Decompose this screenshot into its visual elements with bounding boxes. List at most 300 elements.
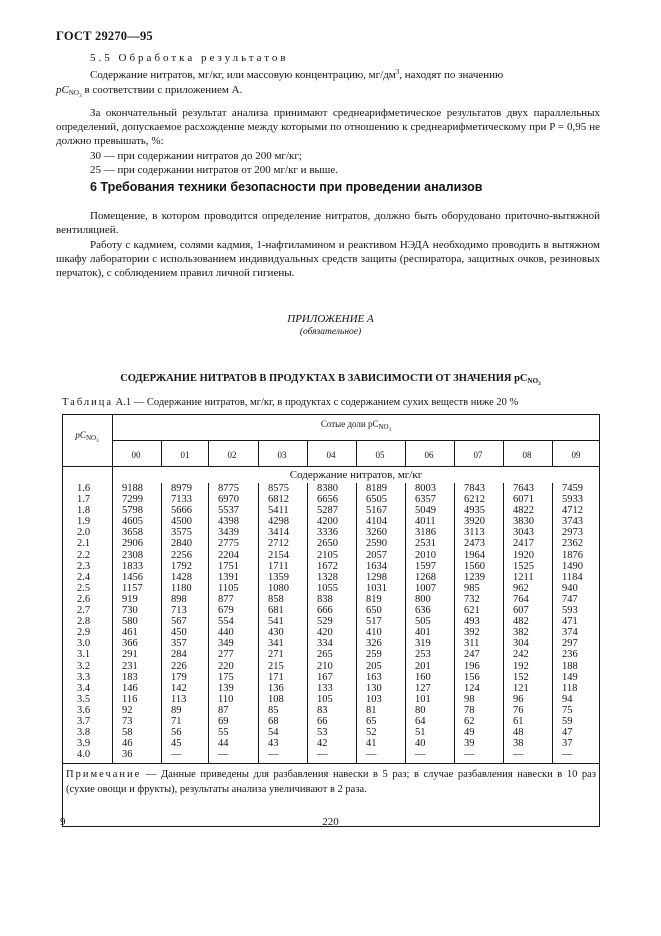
- table-cell: 87: [218, 704, 229, 716]
- table-cell: 6812: [268, 494, 289, 506]
- table-cell: 392: [464, 627, 480, 639]
- table-cell: 64: [415, 715, 426, 727]
- table-cell: 4104: [366, 516, 387, 528]
- table-caption: Таблица А.1 — Содержание нитратов, мг/кг, в продуктах с содержанием сухих веществ ниже 20 %: [62, 397, 519, 408]
- table-cell: 297: [562, 638, 578, 650]
- ph-value: 3.6: [77, 704, 91, 716]
- table-cell: 2105: [317, 549, 338, 561]
- table-cell: 167: [317, 671, 333, 683]
- table-cell: 4822: [513, 505, 534, 517]
- table-cell: 3920: [464, 516, 485, 528]
- column-rule: [552, 483, 553, 763]
- section-5-5-p3: 30 — при содержании нитратов до 200 мг/кг;: [90, 149, 302, 162]
- ph-value: 3.4: [77, 682, 91, 694]
- column-values-00: [122, 483, 143, 760]
- column-values-05: [366, 483, 387, 760]
- table-cell: 1180: [171, 582, 192, 594]
- table-cell: 2010: [415, 549, 436, 561]
- table-cell: 3113: [464, 527, 485, 539]
- table-cell: 1328: [317, 571, 338, 583]
- section-6-p1: Помещение, в котором проводится определение нитратов, должно быть оборудовано приточно-вытяжной вентиляцией.: [56, 210, 600, 237]
- table-cell: 5537: [218, 505, 239, 517]
- table-rule: [62, 763, 600, 764]
- table-cell: 188: [562, 660, 578, 672]
- table-heading: СОДЕРЖАНИЕ НИТРАТОВ В ПРОДУКТАХ В ЗАВИСИМОСТИ ОТ ЗНАЧЕНИЯ $pC_{NO3}$: [120, 373, 541, 387]
- table-cell: 85: [268, 704, 279, 716]
- table-cell: 38: [513, 738, 524, 750]
- table-cell: 1456: [122, 571, 143, 583]
- table-cell: —: [268, 749, 279, 761]
- section-6-heading: 6 Требования техники безопасности при проведении анализов: [90, 180, 483, 194]
- table-cell: 113: [171, 693, 187, 705]
- table-cell: 183: [122, 671, 138, 683]
- table-cell: 124: [464, 682, 480, 694]
- table-cell: 732: [464, 593, 480, 605]
- table-cell: 196: [464, 660, 480, 672]
- table-cell: 6212: [464, 494, 485, 506]
- column-values-06: [415, 483, 436, 760]
- ph-value: 2.1: [77, 538, 91, 550]
- table-cell: 450: [171, 627, 187, 639]
- table-cell: 2650: [317, 538, 338, 550]
- table-cell: 1751: [218, 560, 239, 572]
- table-cell: 215: [268, 660, 284, 672]
- table-cell: 529: [317, 616, 333, 628]
- table-cell: 4398: [218, 516, 239, 528]
- table-cell: 3336: [317, 527, 338, 539]
- table-cell: —: [415, 749, 426, 761]
- table-cell: 3260: [366, 527, 387, 539]
- column-header-05: 05: [375, 450, 385, 460]
- ph-values-column: [77, 483, 90, 760]
- table-cell: 110: [218, 693, 234, 705]
- table-cell: 800: [415, 593, 431, 605]
- table-cell: 681: [268, 605, 284, 617]
- table-cell: 985: [464, 582, 480, 594]
- ph-value: 2.4: [77, 571, 91, 583]
- table-cell: 2473: [464, 538, 485, 550]
- table-cell: 83: [317, 704, 328, 716]
- table-cell: 304: [513, 638, 529, 650]
- ph-value: 2.5: [77, 582, 91, 594]
- table-cell: 62: [464, 715, 475, 727]
- table-cell: 819: [366, 593, 382, 605]
- table-cell: 54: [268, 727, 279, 739]
- table-cell: —: [562, 749, 573, 761]
- table-rule: [62, 466, 600, 467]
- table-cell: 1184: [562, 571, 583, 583]
- table-cell: 919: [122, 593, 138, 605]
- column-header-06: 06: [424, 450, 434, 460]
- ph-value: 4.0: [77, 749, 91, 761]
- table-cell: 2775: [218, 538, 239, 550]
- table-cell: 101: [415, 693, 431, 705]
- table-cell: 171: [268, 671, 284, 683]
- table-cell: 4500: [171, 516, 192, 528]
- table-cell: 103: [366, 693, 382, 705]
- table-cell: 98: [464, 693, 475, 705]
- table-cell: 36: [122, 749, 133, 761]
- table-cell: 1268: [415, 571, 436, 583]
- table-cell: 118: [562, 682, 578, 694]
- table-cell: 541: [268, 616, 284, 628]
- table-cell: 1007: [415, 582, 436, 594]
- table-cell: 1490: [562, 560, 583, 572]
- table-cell: 5167: [366, 505, 387, 517]
- table-cell: 1211: [513, 571, 534, 583]
- table-cell: 7133: [171, 494, 192, 506]
- table-cell: 51: [415, 727, 426, 739]
- table-cell: 8979: [171, 483, 192, 494]
- table-cell: 3658: [122, 527, 143, 539]
- page-number-center: 220: [322, 816, 339, 828]
- column-rule: [161, 483, 162, 763]
- table-cell: 55: [218, 727, 229, 739]
- ph-value: 2.7: [77, 605, 91, 617]
- column-values-02: [218, 483, 239, 760]
- table-cell: 56: [171, 727, 182, 739]
- table-cell: 37: [562, 738, 573, 750]
- table-cell: 133: [317, 682, 333, 694]
- table-cell: 8003: [415, 483, 436, 494]
- section-5-5-title: 5.5 Обработка результатов: [90, 52, 289, 64]
- table-cell: 1031: [366, 582, 387, 594]
- table-cell: 7459: [562, 483, 583, 494]
- table-cell: 5287: [317, 505, 338, 517]
- column-header-02: 02: [227, 450, 237, 460]
- ph-value: 3.7: [77, 715, 91, 727]
- table-cell: 6071: [513, 494, 534, 506]
- table-cell: 1298: [366, 571, 387, 583]
- table-cell: 205: [366, 660, 382, 672]
- column-values-04: [317, 483, 338, 760]
- ph-value: 2.9: [77, 627, 91, 639]
- column-header-01: 01: [180, 450, 190, 460]
- table-cell: 2973: [562, 527, 583, 539]
- table-cell: 45: [171, 738, 182, 750]
- table-cell: 1876: [562, 549, 583, 561]
- table-cell: 4298: [268, 516, 289, 528]
- table-cell: 5411: [268, 505, 289, 517]
- table-cell: 1055: [317, 582, 338, 594]
- ph-value: 2.8: [77, 616, 91, 628]
- ph-value: 1.7: [77, 494, 91, 506]
- table-cell: 2204: [218, 549, 239, 561]
- table-cell: 271: [268, 649, 284, 661]
- table-cell: 4605: [122, 516, 143, 528]
- table-cell: 78: [464, 704, 475, 716]
- table-cell: 461: [122, 627, 138, 639]
- table-cell: 311: [464, 638, 480, 650]
- table-cell: 2906: [122, 538, 143, 550]
- table-cell: 3743: [562, 516, 583, 528]
- table-note: Примечание — Данные приведены для разбавления навески в 5 раз; в случае разбавления навески в 10 раз (сухие овощи и фрукты), результаты анализа увеличивают в 2 раза.: [66, 769, 596, 795]
- section-5-5-p1: Содержание нитратов, мг/кг, или массовую концентрацию, $мг/дм^3$, находят по значению: [90, 68, 504, 82]
- column-header-04: 04: [326, 450, 336, 460]
- table-cell: 46: [122, 738, 133, 750]
- table-cell: 482: [513, 616, 529, 628]
- table-cell: 764: [513, 593, 529, 605]
- table-cell: 2256: [171, 549, 192, 561]
- table-cell: 2057: [366, 549, 387, 561]
- table-cell: 1239: [464, 571, 485, 583]
- ph-value: 3.9: [77, 738, 91, 750]
- table-cell: 210: [317, 660, 333, 672]
- column-rule: [208, 483, 209, 763]
- column-header-03: 03: [277, 450, 287, 460]
- table-cell: 6656: [317, 494, 338, 506]
- table-cell: 6357: [415, 494, 436, 506]
- table-cell: 65: [366, 715, 377, 727]
- table-cell: 440: [218, 627, 234, 639]
- table-cell: 1792: [171, 560, 192, 572]
- table-cell: 42: [317, 738, 328, 750]
- table-cell: 39: [464, 738, 475, 750]
- table-cell: 108: [268, 693, 284, 705]
- appendix-subtitle: (обязательное): [299, 327, 362, 337]
- table-cell: 76: [513, 704, 524, 716]
- table-cell: 175: [218, 671, 234, 683]
- table-cell: 277: [218, 649, 234, 661]
- table-cell: 6505: [366, 494, 387, 506]
- table-cell: 121: [513, 682, 529, 694]
- table-cell: 940: [562, 582, 578, 594]
- column-values-07: [464, 483, 485, 760]
- table-cell: 3043: [513, 527, 534, 539]
- table-cell: 47: [562, 727, 573, 739]
- column-header-07: 07: [473, 450, 483, 460]
- table-cell: 8575: [268, 483, 289, 494]
- column-header-09: 09: [571, 450, 581, 460]
- column-header-08: 08: [522, 450, 532, 460]
- table-cell: 75: [562, 704, 573, 716]
- table-cell: 621: [464, 605, 480, 617]
- table-cell: 747: [562, 593, 578, 605]
- table-cell: 1428: [171, 571, 192, 583]
- table-cell: 130: [366, 682, 382, 694]
- table-cell: —: [218, 749, 229, 761]
- table-cell: 554: [218, 616, 234, 628]
- table-cell: 430: [268, 627, 284, 639]
- ph-value: 1.8: [77, 505, 91, 517]
- table-cell: 1597: [415, 560, 436, 572]
- ph-value: 1.9: [77, 516, 91, 528]
- table-cell: 236: [562, 649, 578, 661]
- table-cell: 149: [562, 671, 578, 683]
- table-cell: 3830: [513, 516, 534, 528]
- table-cell: 192: [513, 660, 529, 672]
- table-cell: 3414: [268, 527, 289, 539]
- table-cell: 59: [562, 715, 573, 727]
- table-cell: 593: [562, 605, 578, 617]
- table-cell: 259: [366, 649, 382, 661]
- table-cell: 2154: [268, 549, 289, 561]
- table-cell: 567: [171, 616, 187, 628]
- table-cell: 1080: [268, 582, 289, 594]
- table-cell: 838: [317, 593, 333, 605]
- hundredths-header: Сотые доли $pC_{NO3}$: [320, 419, 392, 433]
- table-cell: 265: [317, 649, 333, 661]
- table-cell: 962: [513, 582, 529, 594]
- table-cell: 66: [317, 715, 328, 727]
- table-cell: 1634: [366, 560, 387, 572]
- table-cell: 420: [317, 627, 333, 639]
- ph-value: 3.8: [77, 727, 91, 739]
- column-rule: [405, 483, 406, 763]
- table-cell: 4935: [464, 505, 485, 517]
- table-cell: 2531: [415, 538, 436, 550]
- table-cell: 580: [122, 616, 138, 628]
- table-cell: 4200: [317, 516, 338, 528]
- table-cell: 5933: [562, 494, 583, 506]
- content-label: Содержание нитратов, мг/кг: [289, 469, 423, 481]
- ph-value: 3.5: [77, 693, 91, 705]
- table-cell: 349: [218, 638, 234, 650]
- ph-value: 1.6: [77, 483, 91, 494]
- table-cell: 1711: [268, 560, 289, 572]
- table-cell: 1964: [464, 549, 485, 561]
- table-cell: 666: [317, 605, 333, 617]
- table-cell: 401: [415, 627, 431, 639]
- table-cell: 357: [171, 638, 187, 650]
- ph-value: 3.3: [77, 671, 91, 683]
- table-cell: 41: [366, 738, 377, 750]
- table-cell: 48: [513, 727, 524, 739]
- table-cell: 471: [562, 616, 578, 628]
- table-cell: 94: [562, 693, 573, 705]
- table-cell: 1833: [122, 560, 143, 572]
- table-cell: 92: [122, 704, 133, 716]
- table-cell: 858: [268, 593, 284, 605]
- column-rule: [258, 483, 259, 763]
- table-cell: 127: [415, 682, 431, 694]
- table-cell: 1525: [513, 560, 534, 572]
- column-rule: [503, 483, 504, 763]
- table-cell: 96: [513, 693, 524, 705]
- ph-value: 3.2: [77, 660, 91, 672]
- table-cell: 52: [366, 727, 377, 739]
- column-values-08: [513, 483, 534, 760]
- column-header-00: 00: [131, 450, 141, 460]
- page-number-left: 9: [60, 816, 66, 828]
- table-cell: 136: [268, 682, 284, 694]
- table-cell: 607: [513, 605, 529, 617]
- table-cell: 334: [317, 638, 333, 650]
- table-cell: 382: [513, 627, 529, 639]
- table-cell: 5049: [415, 505, 436, 517]
- ph-value: 2.0: [77, 527, 91, 539]
- table-cell: —: [513, 749, 524, 761]
- table-cell: 253: [415, 649, 431, 661]
- table-cell: 163: [366, 671, 382, 683]
- table-cell: 2417: [513, 538, 534, 550]
- table-cell: 713: [171, 605, 187, 617]
- table-cell: 7299: [122, 494, 143, 506]
- table-cell: 68: [268, 715, 279, 727]
- table-cell: 410: [366, 627, 382, 639]
- standard-number: ГОСТ 29270—95: [56, 29, 153, 43]
- table-cell: 877: [218, 593, 234, 605]
- table-cell: —: [366, 749, 377, 761]
- table-cell: 1105: [218, 582, 239, 594]
- table-cell: 7643: [513, 483, 534, 494]
- column-values-09: [562, 483, 583, 760]
- table-cell: 142: [171, 682, 187, 694]
- table-cell: 116: [122, 693, 138, 705]
- table-cell: 5798: [122, 505, 143, 517]
- table-cell: 160: [415, 671, 431, 683]
- table-cell: 9188: [122, 483, 143, 494]
- table-cell: 226: [171, 660, 187, 672]
- table-cell: 40: [415, 738, 426, 750]
- column-values-01: [171, 483, 192, 760]
- table-cell: 1672: [317, 560, 338, 572]
- table-cell: 73: [122, 715, 133, 727]
- table-cell: 231: [122, 660, 138, 672]
- table-cell: 2362: [562, 538, 583, 550]
- table-cell: —: [171, 749, 182, 761]
- table-cell: 6970: [218, 494, 239, 506]
- table-cell: —: [317, 749, 328, 761]
- table-cell: 105: [317, 693, 333, 705]
- table-cell: 7843: [464, 483, 485, 494]
- table-cell: 679: [218, 605, 234, 617]
- table-cell: 1157: [122, 582, 143, 594]
- section-5-5-p1-cont: $pC_{NO3}$ в соответствии с приложением А.: [56, 83, 243, 99]
- table-cell: 4712: [562, 505, 583, 517]
- section-6-p2: Работу с кадмием, солями кадмия, 1-нафтиламином и реактивом НЭДА необходимо проводить в вытяжном шкафу лаборатории с использованием индивидуальных средств защиты (респиратора, защитных очков, резиновых перчаток), с соблюдением правил личной гигиены.: [56, 238, 600, 280]
- table-cell: 5666: [171, 505, 192, 517]
- table-cell: 44: [218, 738, 229, 750]
- table-cell: 2590: [366, 538, 387, 550]
- section-5-5-p2: За окончательный результат анализа принимают среднеарифметическое результатов двух параллельных определений, допускаемое расхождение между которыми по отношению к среднеарифметическому при P = 0,95 не должно превышать, %:: [56, 106, 600, 148]
- table-cell: 1560: [464, 560, 485, 572]
- column-rule: [356, 483, 357, 763]
- table-cell: 247: [464, 649, 480, 661]
- table-cell: 80: [415, 704, 426, 716]
- appendix-title: ПРИЛОЖЕНИЕ А: [287, 313, 374, 325]
- table-cell: 374: [562, 627, 578, 639]
- table-cell: 3186: [415, 527, 436, 539]
- table-cell: 49: [464, 727, 475, 739]
- table-cell: 201: [415, 660, 431, 672]
- table-cell: 1359: [268, 571, 289, 583]
- table-cell: 61: [513, 715, 524, 727]
- table-cell: 650: [366, 605, 382, 617]
- table-cell: 319: [415, 638, 431, 650]
- table-cell: 291: [122, 649, 138, 661]
- table-cell: 898: [171, 593, 187, 605]
- table-cell: 2308: [122, 549, 143, 561]
- table-cell: 730: [122, 605, 138, 617]
- table-cell: 139: [218, 682, 234, 694]
- ph-value: 3.1: [77, 649, 91, 661]
- table-cell: 3439: [218, 527, 239, 539]
- table-cell: 146: [122, 682, 138, 694]
- table-cell: 366: [122, 638, 138, 650]
- table-cell: 493: [464, 616, 480, 628]
- table-cell: 284: [171, 649, 187, 661]
- column-rule: [454, 483, 455, 763]
- table-cell: 152: [513, 671, 529, 683]
- section-5-5-p4: 25 — при содержании нитратов от 200 мг/кг и выше.: [90, 164, 338, 177]
- table-cell: 517: [366, 616, 382, 628]
- table-cell: 1920: [513, 549, 534, 561]
- table-cell: —: [464, 749, 475, 761]
- table-cell: 8380: [317, 483, 338, 494]
- ph-column-header: $pC_{NO3}$: [75, 430, 99, 444]
- table-cell: 2712: [268, 538, 289, 550]
